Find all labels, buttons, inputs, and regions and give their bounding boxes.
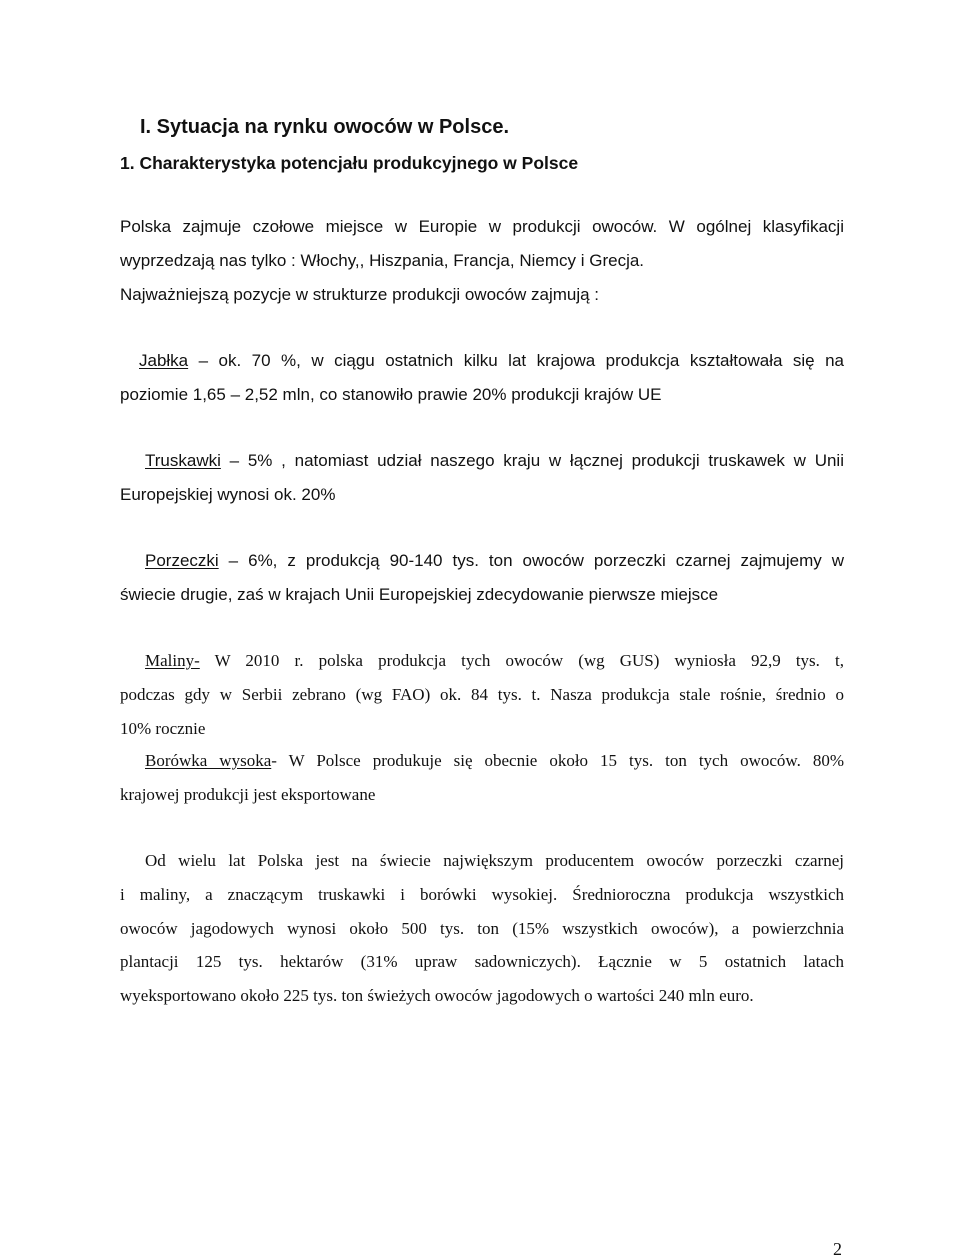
summary-line-1: Od wielu lat Polska jest na świecie największym producentem owoców porzeczki czarnej (145, 851, 844, 870)
item-jablka-line-2: poziomie 1,65 – 2,52 mln, co stanowiło prawie 20% produkcji krajów UE (120, 385, 662, 404)
item-jablka-line-1 (139, 350, 844, 372)
item-jablka-term: Jabłka (139, 351, 189, 370)
intro-line-2: wyprzedzają nas tylko : Włochy,, Hiszpania, Francja, Niemcy i Grecja. (120, 251, 645, 270)
item-maliny-line-2: podczas gdy w Serbii zebrano (wg FAO) ok. 84 tys. t. Nasza produkcja stale rośnie, średnio o (120, 685, 844, 704)
item-porzeczki-text: – 6%, z produkcją 90-140 tys. ton owoców porzeczki czarnej zajmujemy w (218, 551, 844, 570)
item-maliny-text: W 2010 r. polska produkcja tych owoców (wg GUS) wyniosła 92,9 tys. t, (199, 651, 844, 670)
item-truskawki-line-1 (145, 450, 844, 472)
section-heading: I. Sytuacja na rynku owoców w Polsce. (140, 116, 510, 138)
item-truskawki-term: Truskawki (145, 451, 221, 470)
item-maliny-term: Maliny- (145, 651, 200, 670)
item-porzeczki-line-2: świecie drugie, zaś w krajach Unii Europejskiej zdecydowanie pierwsze miejsce (120, 585, 719, 604)
item-maliny-line-1 (145, 650, 844, 672)
summary-line-3: owoców jagodowych wynosi około 500 tys. ton (15% wszystkich owoców), a powierzchnia (120, 919, 844, 938)
item-borowka-line-1 (145, 750, 844, 772)
summary-line-5: wyeksportowano około 225 tys. ton świeżych owoców jagodowych o wartości 240 mln euro. (120, 986, 754, 1005)
subsection-heading: 1. Charakterystyka potencjału produkcyjnego w Polsce (120, 153, 579, 173)
item-porzeczki-line-1 (145, 550, 844, 572)
item-borowka-line-2: krajowej produkcji jest eksportowane (120, 785, 376, 804)
item-porzeczki-term: Porzeczki (145, 551, 219, 570)
page-number: 2 (833, 1239, 842, 1259)
item-truskawki-line-2: Europejskiej wynosi ok. 20% (120, 485, 336, 504)
summary-line-4: plantacji 125 tys. hektarów (31% upraw sadowniczych). Łącznie w 5 ostatnich latach (120, 952, 844, 971)
item-borowka-text: - W Polsce produkuje się obecnie około 15 tys. ton tych owoców. 80% (271, 751, 844, 770)
item-borowka-term: Borówka wysoka (145, 751, 272, 770)
item-truskawki-text: – 5% , natomiast udział naszego kraju w łącznej produkcji truskawek w Unii (220, 451, 844, 470)
intro-line-1: Polska zajmuje czołowe miejsce w Europie w produkcji owoców. W ogólnej klasyfikacji (120, 217, 844, 236)
summary-line-2: i maliny, a znaczącym truskawki i borówki wysokiej. Średnioroczna produkcja wszystkich (120, 885, 844, 904)
item-maliny-line-3: 10% rocznie (120, 719, 206, 738)
intro-line-3: Najważniejszą pozycje w strukturze produkcji owoców zajmują : (120, 285, 600, 304)
item-jablka-text: – ok. 70 %, w ciągu ostatnich kilku lat krajowa produkcja kształtowała się na (188, 351, 844, 370)
